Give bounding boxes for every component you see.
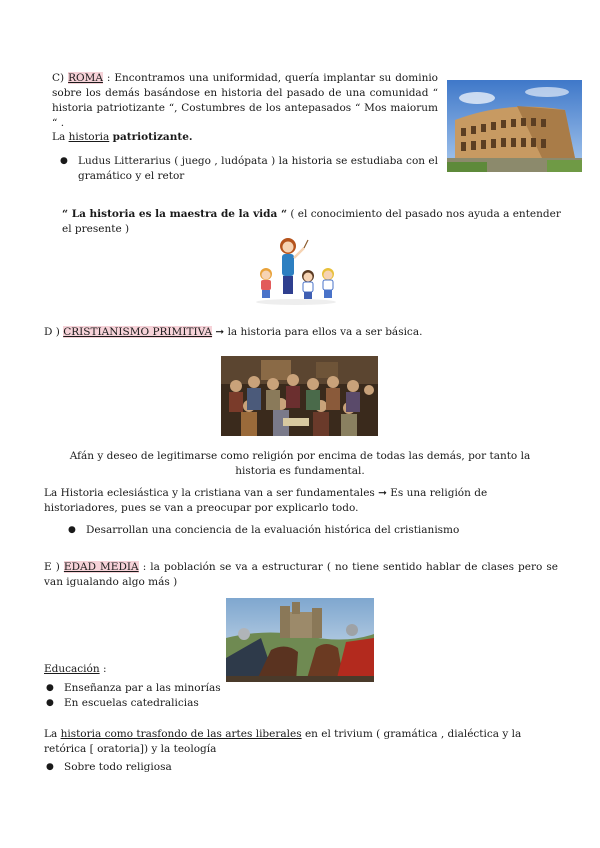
educacion-heading (44, 662, 107, 677)
bullet-icon: ● (68, 525, 76, 535)
roma-prefix: C) (52, 72, 65, 84)
cristianismo-paragraph: La Historia eclesiástica y la cristiana van a ser fundamentales ➞ Es una religión de historiadores, pues se van a preocupar por explicarlo todo. (44, 487, 488, 514)
edad-media-paragraph (44, 560, 558, 590)
cristianismo-caption: Afán y deseo de legitimarse como religión por encima de todas las demás, por tanto la historia es fundamental. (69, 450, 531, 477)
early-christians-painting (221, 356, 378, 436)
roma-bullet-text: Ludus Litterarius ( juego , ludópata ) la historia se estudiaba con el gramático y el retor (78, 155, 438, 182)
edad-media-prefix: E ) (44, 561, 64, 573)
cristianismo-title: CRISTIANISMO PRIMITIVA (63, 326, 213, 338)
bullet-icon: ● (46, 698, 54, 708)
trasfondo-prefix: La (44, 728, 61, 740)
educacion-bullet-text: En escuelas catedralicias (64, 697, 199, 709)
trasfondo-rest: en el trivium ( gramática , dialéctica y la retórica [ oratoria]) y la teología (44, 728, 522, 755)
roma-subheading (52, 130, 193, 145)
cristianismo-text: la historia para ellos va a ser básica. (227, 326, 423, 338)
cristianismo-bullet-text: Desarrollan una conciencia de la evaluación histórica del cristianismo (86, 524, 460, 536)
bullet-icon: ● (60, 156, 68, 166)
cristianismo-heading (44, 325, 564, 340)
medieval-knights-image (226, 598, 374, 682)
roma-subhead-prefix: La (52, 131, 69, 143)
arrow-icon: ➞ (212, 326, 228, 338)
historia-trasfondo-paragraph (44, 727, 564, 757)
roma-quote (62, 207, 562, 237)
bullet-icon: ● (46, 762, 54, 772)
edad-media-text: : la población se va a estructurar ( no tiene sentido hablar de clases pero se van igualando algo más ) (44, 561, 558, 588)
roma-quote-bold: “ La historia es la maestra de la vida “ (62, 208, 288, 220)
roma-paragraph (52, 71, 438, 131)
colosseum-image (447, 80, 582, 172)
roma-title: ROMA (68, 72, 103, 84)
edad-media-title: EDAD MEDIA (63, 561, 139, 573)
roma-subhead-link[interactable]: historia (68, 131, 110, 143)
teacher-children-image (250, 234, 342, 306)
roma-quote-rest: ( el conocimiento del pasado nos ayuda a entender el presente ) (62, 208, 561, 235)
educacion-label: Educación (44, 663, 100, 675)
cristianismo-prefix: D ) (44, 326, 64, 338)
bullet-icon: ● (46, 683, 54, 693)
roma-text: : Encontramos una uniformidad, quería implantar su dominio sobre los demás basándose en historia del pasado de una comunidad “ historia patriotizante “, Costumbres de los antepasados “ Mos maiorum “ . (52, 72, 439, 129)
educacion-bullet-text: Enseñanza par a las minorías (64, 682, 221, 694)
educacion-colon: : (99, 663, 107, 675)
roma-subhead-bold: patriotizante. (112, 131, 193, 143)
trasfondo-link[interactable]: historia como trasfondo de las artes liberales (60, 728, 302, 740)
religiosa-bullet-text: Sobre todo religiosa (64, 761, 172, 773)
